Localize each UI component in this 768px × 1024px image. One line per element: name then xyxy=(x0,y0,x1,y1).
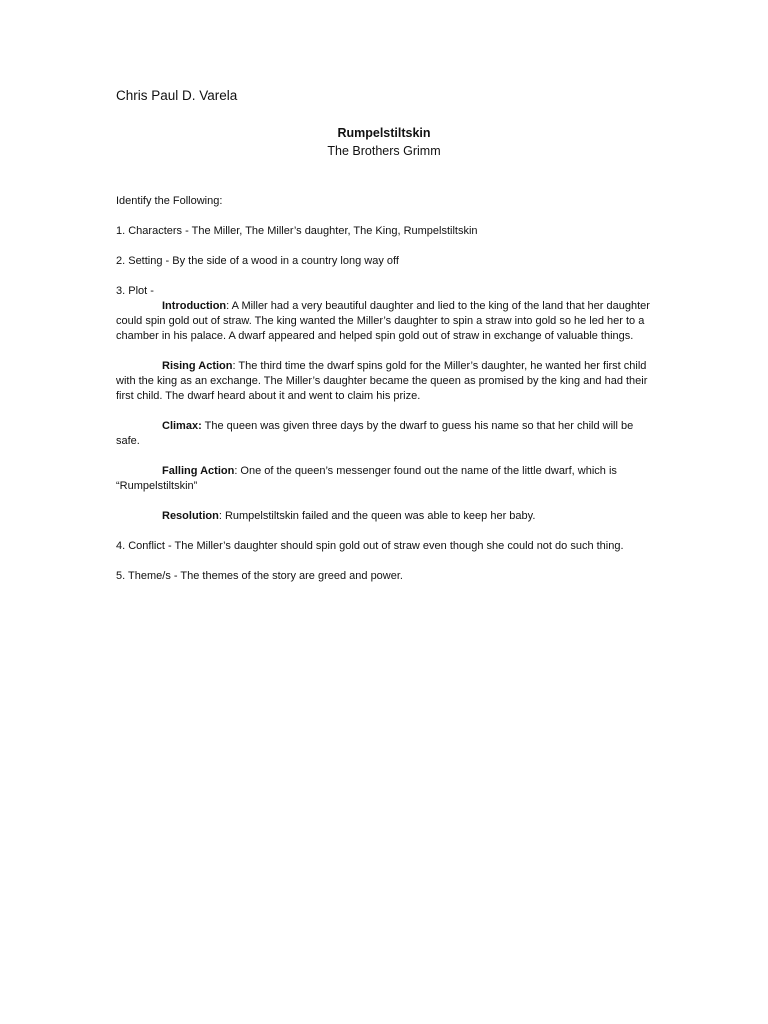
instruction-text: Identify the Following: xyxy=(116,195,223,207)
author-name: Chris Paul D. Varela xyxy=(116,88,238,103)
climax-label: Climax: xyxy=(162,420,202,432)
falling-action-label: Falling Action xyxy=(162,465,235,477)
document-title: Rumpelstiltskin xyxy=(337,126,431,140)
plot-climax xyxy=(116,419,656,449)
plot-falling-action xyxy=(116,464,656,494)
climax-text: The queen was given three days by the dwarf to guess his name so that her child will be safe. xyxy=(116,420,634,447)
plot-introduction xyxy=(116,299,656,344)
setting-item: 2. Setting - By the side of a wood in a country long way off xyxy=(116,255,399,267)
resolution-text: : Rumpelstiltskin failed and the queen was able to keep her baby. xyxy=(218,510,536,522)
plot-heading: 3. Plot - xyxy=(116,285,154,297)
rising-action-text: : The third time the dwarf spins gold for the Miller’s daughter, he wanted her first child with the king as an exchange. The Miller’s daughter became the queen as promised by the king and had their first child. The dwarf heard about it and went to claim his prize. xyxy=(116,360,648,402)
resolution-label: Resolution xyxy=(162,510,219,522)
falling-action-text: : One of the queen’s messenger found out the name of the little dwarf, which is “Rumpelstiltskin” xyxy=(116,465,617,492)
introduction-text: : A Miller had a very beautiful daughter and lied to the king of the land that her daughter could spin gold out of straw. The king wanted the Miller’s daughter to spin a straw into gold so he led her to a chamber in his palace. A dwarf appeared and helped spin gold out of straw in exchange of valuable things. xyxy=(116,300,650,342)
plot-resolution xyxy=(116,509,656,524)
document-body xyxy=(116,194,656,584)
document-subtitle: The Brothers Grimm xyxy=(327,144,441,158)
introduction-label: Introduction xyxy=(162,300,227,312)
characters-item: 1. Characters - The Miller, The Miller’s daughter, The King, Rumpelstiltskin xyxy=(116,225,478,237)
title-block xyxy=(0,124,768,160)
plot-rising-action xyxy=(116,359,656,404)
conflict-item: 4. Conflict - The Miller’s daughter should spin gold out of straw even though she could not do such thing. xyxy=(116,540,624,552)
rising-action-label: Rising Action xyxy=(162,360,233,372)
theme-item: 5. Theme/s - The themes of the story are greed and power. xyxy=(116,570,403,582)
